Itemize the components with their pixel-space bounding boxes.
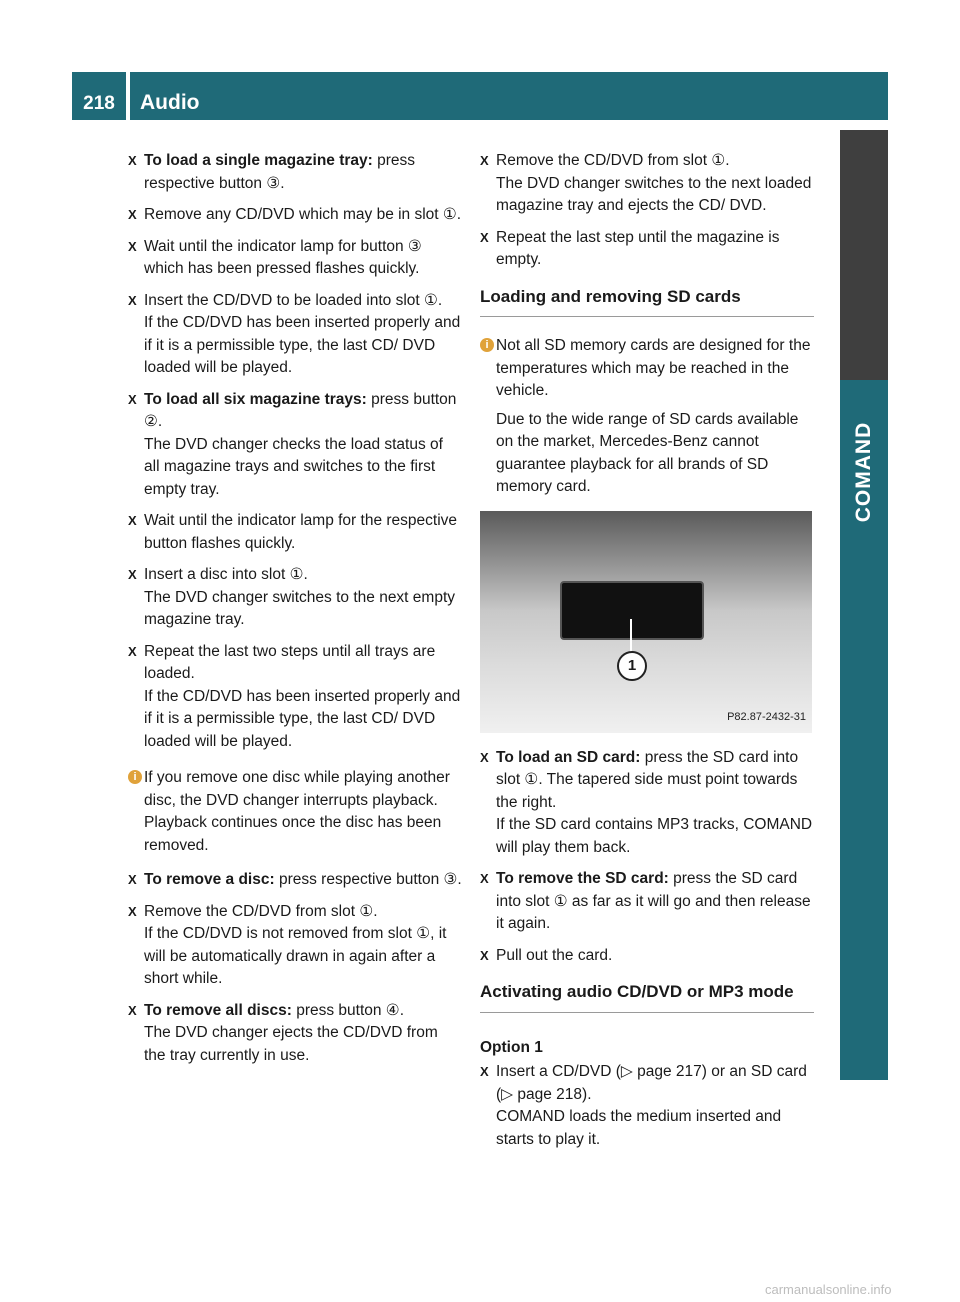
step-text: Insert a disc into slot ①. xyxy=(144,566,308,583)
step-result: If the SD card contains MP3 tracks, COMAND will play them back. xyxy=(496,816,813,856)
step-item xyxy=(128,510,462,555)
step-arrow-icon: X xyxy=(128,643,137,659)
step-item xyxy=(128,389,462,502)
step-arrow-icon: X xyxy=(480,1064,489,1079)
section-heading: Loading and removing SD cards xyxy=(480,286,814,318)
photo-code: P82.87-2432-31 xyxy=(727,711,806,723)
step-bold: To remove the SD card: xyxy=(496,870,669,887)
step-text: Wait until the indicator lamp for the respective button flashes quickly. xyxy=(144,512,458,552)
step-text: press the SD card into slot ① as far as it will go and then release it again. xyxy=(496,870,811,932)
step-arrow-icon: X xyxy=(128,391,137,407)
step-text: Repeat the last two steps until all trays are loaded. xyxy=(144,642,436,682)
step-arrow-icon: X xyxy=(128,513,137,528)
step-item xyxy=(128,641,462,754)
step-bold: To load an SD card: xyxy=(496,748,641,766)
step-result: COMAND loads the medium inserted and starts to play it. xyxy=(496,1108,782,1148)
step-bold: To load a single magazine tray: xyxy=(144,152,373,169)
step-text: Pull out the card. xyxy=(496,946,613,964)
side-tab-label: COMAND xyxy=(852,421,875,523)
left-column xyxy=(128,150,462,1076)
step-item xyxy=(128,150,462,195)
section-title: Audio xyxy=(140,91,200,114)
info-note xyxy=(480,335,814,499)
step-arrow-icon: X xyxy=(128,292,137,308)
step-text: press the SD card into slot ①. The tapered side must point towards the right. xyxy=(496,748,799,811)
step-arrow-icon: X xyxy=(480,153,489,168)
step-item xyxy=(480,150,814,218)
step-text: Insert the CD/DVD to be loaded into slot ①. xyxy=(144,291,443,309)
step-item xyxy=(128,236,462,281)
header-divider xyxy=(126,72,130,120)
step-arrow-icon: X xyxy=(128,903,137,919)
step-result: If the CD/DVD has been inserted properly and if it is a permissible type, the last CD/ DVD loaded will be played. xyxy=(144,687,461,750)
step-arrow-icon: X xyxy=(128,207,137,222)
info-icon: i xyxy=(480,338,494,352)
step-item xyxy=(480,945,814,968)
step-result: The DVD changer switches to the next empty magazine tray. xyxy=(144,588,456,628)
side-tab-marker xyxy=(840,130,888,380)
sd-slot-photo xyxy=(480,511,812,733)
step-text: press button ④. xyxy=(291,1001,405,1019)
step-item xyxy=(128,290,462,380)
step-bold: To load all six magazine trays: xyxy=(144,390,367,408)
step-item xyxy=(480,747,814,860)
step-arrow-icon: X xyxy=(128,872,137,887)
info-text: If you remove one disc while playing another disc, the DVD changer interrupts playback. Playback continues once the disc has been removed. xyxy=(144,769,450,854)
step-bold: To remove a disc: xyxy=(144,871,275,888)
step-text: Remove the CD/DVD from slot ①. xyxy=(496,152,730,169)
step-arrow-icon: X xyxy=(480,749,489,765)
step-result: The DVD changer ejects the CD/DVD from the tray currently in use. xyxy=(144,1024,438,1064)
step-arrow-icon: X xyxy=(480,871,489,886)
info-text: Due to the wide range of SD cards available on the market, Mercedes-Benz cannot guarantee playback for all brands of SD memory card. xyxy=(496,410,799,495)
info-text: Not all SD memory cards are designed for the temperatures which may be reached in the vehicle. xyxy=(496,337,811,399)
step-arrow-icon: X xyxy=(128,153,137,168)
step-item xyxy=(480,227,814,272)
step-result: The DVD changer checks the load status of all magazine trays and switches to the first empty tray. xyxy=(144,435,443,498)
info-icon: i xyxy=(128,770,142,784)
option-label: Option 1 xyxy=(480,1038,543,1056)
step-text: Remove the CD/DVD from slot ①. xyxy=(144,902,378,920)
step-item xyxy=(480,868,814,936)
step-text: Remove any CD/DVD which may be in slot ①. xyxy=(144,206,462,223)
info-note xyxy=(128,767,462,857)
step-item xyxy=(128,564,462,632)
step-result: If the CD/DVD is not removed from slot ①, it will be automatically drawn in again after a short while. xyxy=(144,925,447,987)
page-number: 218 xyxy=(83,93,115,114)
step-text: press respective button ③. xyxy=(274,871,462,888)
step-arrow-icon: X xyxy=(480,947,489,963)
step-arrow-icon: X xyxy=(128,238,137,254)
step-arrow-icon: X xyxy=(128,567,137,582)
sd-slot xyxy=(560,581,704,640)
step-arrow-icon: X xyxy=(128,1002,137,1018)
section-heading: Activating audio CD/DVD or MP3 mode xyxy=(480,981,814,1013)
step-bold: To remove all discs: xyxy=(144,1001,292,1019)
step-result: The DVD changer switches to the next loaded magazine tray and ejects the CD/ DVD. xyxy=(496,174,812,214)
step-item xyxy=(128,869,462,892)
step-item xyxy=(128,204,462,227)
callout-number: 1 xyxy=(617,651,647,681)
step-text: Wait until the indicator lamp for button ③ which has been pressed flashes quickly. xyxy=(144,237,422,277)
step-arrow-icon: X xyxy=(480,229,489,245)
step-item xyxy=(128,1000,462,1068)
right-column xyxy=(480,150,814,1160)
footer-watermark[interactable]: carmanualsonline.info xyxy=(765,1282,892,1297)
step-item xyxy=(480,1061,814,1151)
step-text: press button ②. xyxy=(144,390,457,430)
step-item xyxy=(128,901,462,991)
step-result: If the CD/DVD has been inserted properly and if it is a permissible type, the last CD/ DVD loaded will be played. xyxy=(144,314,461,376)
step-text: press respective button ③. xyxy=(144,152,416,192)
step-text: Repeat the last step until the magazine is empty. xyxy=(496,228,780,268)
step-text: Insert a CD/DVD (▷ page 217) or an SD card (▷ page 218). xyxy=(496,1063,807,1103)
